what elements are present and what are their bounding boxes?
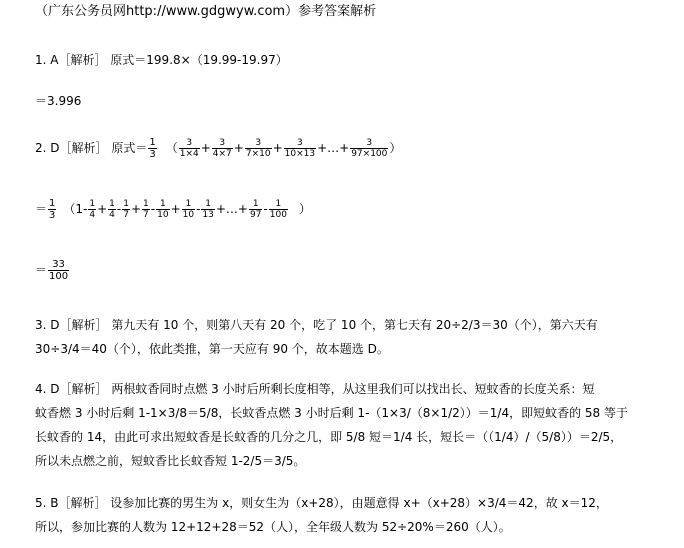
q1-line2: ＝3.996: [35, 94, 82, 108]
q5-line2: 所以，参加比赛的人数为 12+12+28＝52（人），全年级人数为 52÷20%＝260（人）。: [35, 520, 511, 534]
plus-sign: +: [233, 141, 244, 155]
close-paren: ）: [389, 141, 402, 155]
q2-line2: [35, 196, 311, 222]
minus-sign: -: [150, 202, 156, 216]
q3-line1: 3. D［解析］ 第九天有 10 个，则第八天有 20 个，吃了 10 个，第七天有 20÷2/3＝30（个），第六天有: [35, 318, 598, 332]
minus-sign: -: [263, 202, 268, 216]
term-5: $\frac{3}{97\times 100}$: [351, 138, 388, 159]
q1-line1: 1. A［解析］ 原式＝199.8×（19.99-19.97）: [35, 53, 288, 67]
ellipsis: +…+: [215, 202, 248, 216]
plus-sign: +: [272, 141, 283, 155]
q5-line1: 5. B［解析］ 设参加比赛的男生为 x，则女生为（x+28），由题意得 x+（x+28）×3/4＝42，故 x＝12，: [35, 496, 608, 510]
sub-term-5: $\frac{1}{10}$: [157, 199, 169, 220]
q2-prefix: 2. D［解析］ 原式＝: [35, 141, 148, 155]
sub-term-1: $\frac{1}{4}$: [89, 199, 96, 220]
sub-term-3: $\frac{1}{7}$: [123, 199, 129, 220]
q3-line2: 30÷3/4＝40（个），依此类推，第一天应有 90 个，故本题选 D。: [35, 342, 389, 356]
fraction-one-third: $\frac{1}{3}$: [49, 198, 56, 221]
open-paren: （: [165, 141, 178, 155]
term-1: $\frac{3}{1\times 4}$: [179, 138, 199, 159]
sub-term-6: $\frac{1}{10}$: [182, 199, 195, 220]
plus-sign: +: [130, 202, 142, 216]
open-paren-one-minus: （1-: [63, 202, 88, 216]
q4-line1: 4. D［解析］ 两根蚊香同时点燃 3 小时后所剩长度相等，从这里我们可以找出长、短蚊香的长度关系：短: [35, 382, 595, 396]
q4-line2: 蚊香燃 3 小时后剩 1-1×3/8＝5/8，长蚊香点燃 3 小时后剩 1-（1×3/（8×1/2））＝1/4，即短蚊香的 58 等于: [35, 406, 628, 420]
plus-sign: +: [97, 202, 108, 216]
plus-sign: +: [170, 202, 181, 216]
term-4: $\frac{3}{10\times 13}$: [284, 138, 316, 159]
close-paren: ）: [298, 202, 311, 216]
ellipsis: +…+: [317, 141, 350, 155]
q2-line1: [35, 135, 401, 161]
minus-sign: -: [196, 202, 201, 216]
q4-line4: 所以未点燃之前，短蚊香比长蚊香短 1-2/5＝3/5。: [35, 454, 306, 468]
q2-line3: [35, 256, 70, 284]
sub-term-8: $\frac{1}{97}$: [249, 199, 262, 220]
q4-line3: 长蚊香的 14，由此可求出短蚊香是长蚊香的几分之几，即 5/8 短＝1/4 长，短长＝（（1/4）/（5/8））＝2/5，: [35, 430, 623, 444]
result-fraction: $\frac{33}{100}$: [49, 259, 69, 282]
sub-term-4: $\frac{1}{7}$: [143, 199, 149, 220]
equals-sign: ＝: [35, 263, 48, 277]
sub-term-7: $\frac{1}{13}$: [202, 199, 214, 220]
term-3: $\frac{3}{7\times 10}$: [245, 138, 271, 159]
minus-sign: -: [116, 202, 122, 216]
plus-sign: +: [200, 141, 211, 155]
term-2: $\frac{3}{4\times 7}$: [212, 138, 232, 159]
sub-term-9: $\frac{1}{100}$: [269, 199, 287, 220]
fraction-one-third: $\frac{1}{3}$: [149, 137, 156, 160]
sub-term-2: $\frac{1}{4}$: [109, 199, 115, 220]
equals-sign: ＝: [35, 202, 48, 216]
page-header: （广东公务员网http://www.gdgwyw.com）参考答案解析: [35, 4, 377, 19]
